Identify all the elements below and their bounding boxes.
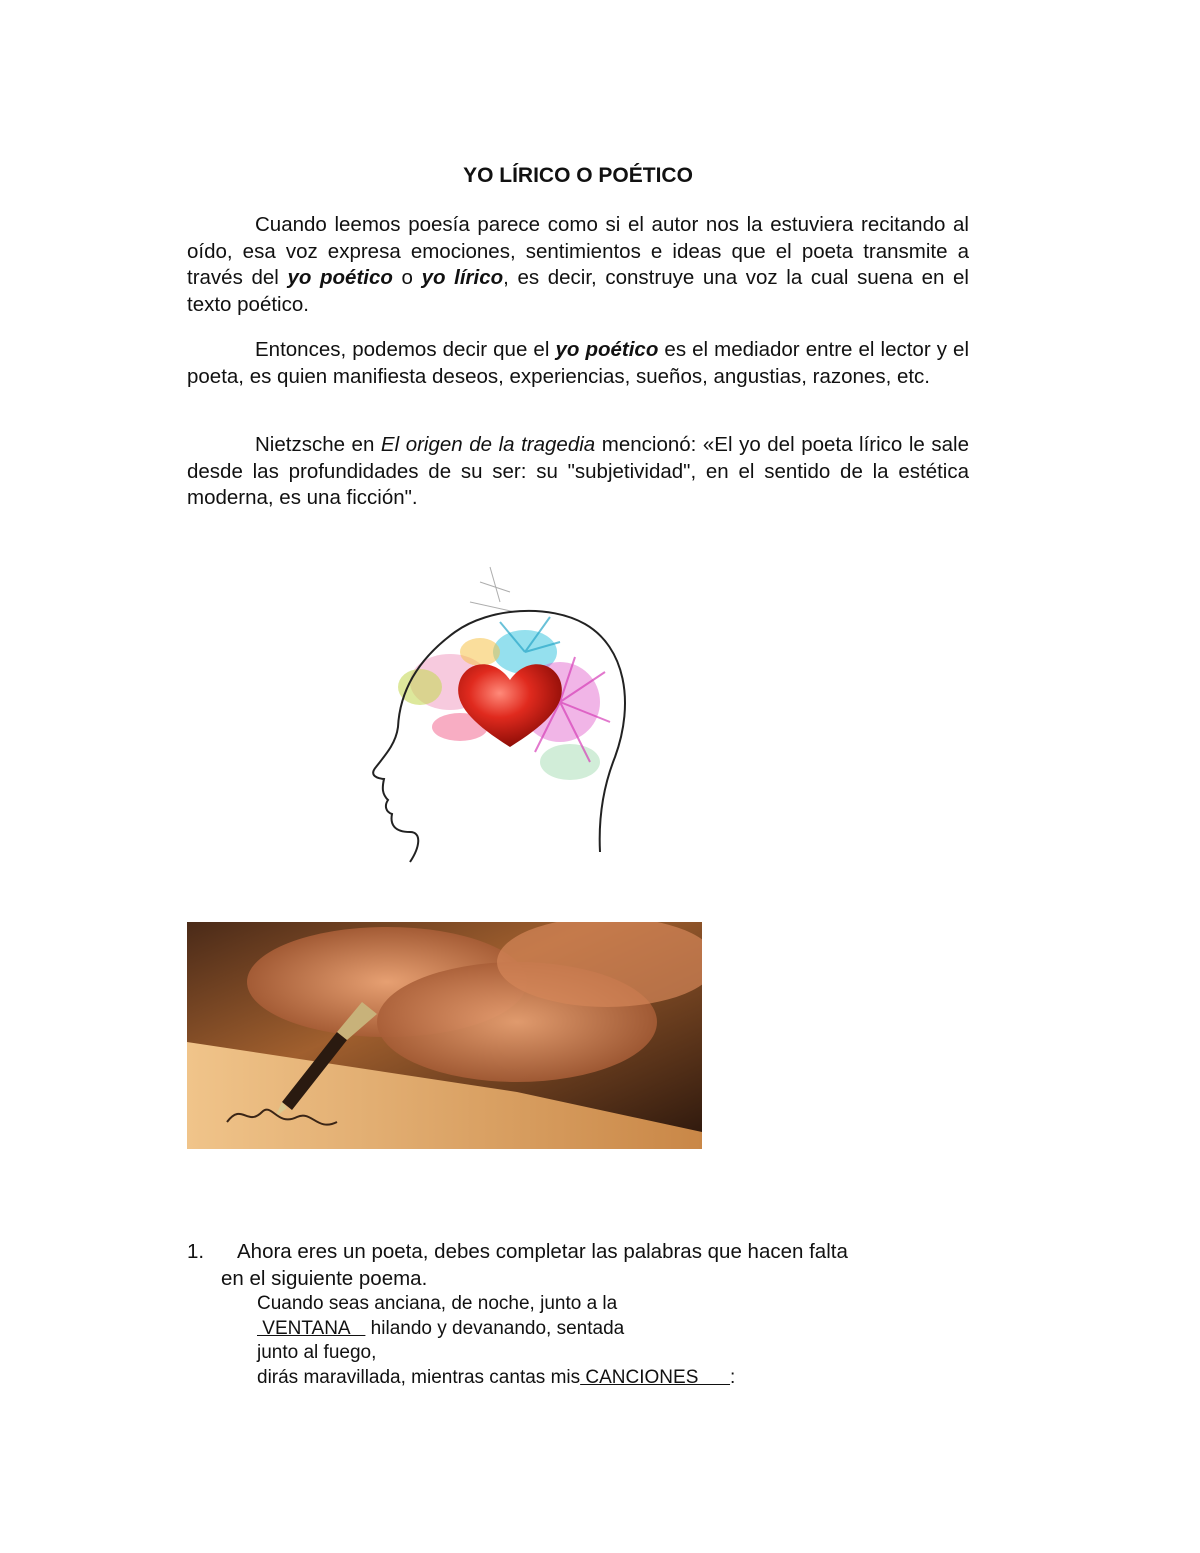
page-title: YO LÍRICO O POÉTICO (463, 164, 693, 187)
poem-line-4: dirás maravillada, mientras cantas mis CANCIONES : (257, 1366, 736, 1388)
emphasis-yo-poetico-2: yo poético (555, 338, 659, 361)
blank-canciones[interactable]: CANCIONES (580, 1366, 731, 1388)
paragraph-nietzsche: Nietzsche en El origen de la tragedia mencionó: «El yo del poeta lírico le sale desde las profundidades de su ser: su "subjetividad", en el sentido de la estética moderna, es una ficción". (187, 433, 969, 509)
book-title: El origen de la tragedia (380, 433, 596, 456)
paragraph-intro: Cuando leemos poesía parece como si el autor nos la estuviera recitando al oído, esa voz expresa emociones, sentimientos e ideas que el poeta transmite a través del yo poético o yo lírico, es decir, construye una voz la cual suena en el texto poético. (187, 213, 969, 316)
poem (257, 1292, 957, 1390)
emphasis-yo-poetico: yo poético (287, 266, 393, 289)
poem-line-3: junto al fuego, (257, 1342, 377, 1363)
emphasis-yo-lirico: yo lírico (421, 266, 504, 289)
poem-line-1: Cuando seas anciana, de noche, junto a la (257, 1293, 618, 1314)
exercise-number: 1. (187, 1240, 205, 1263)
pen-writing-photo (187, 922, 702, 1149)
head-heart-illustration (360, 562, 660, 872)
exercise-1 (187, 1238, 969, 1292)
exercise-instruction-cont: en el siguiente poema. (221, 1267, 428, 1290)
blank-ventana[interactable]: VENTANA (257, 1317, 366, 1339)
poem-line-2: VENTANA hilando y devanando, sentada (257, 1317, 625, 1339)
paragraph-mediator: Entonces, podemos decir que el yo poético es el mediador entre el lector y el poeta, es quien manifiesta deseos, experiencias, sueños, angustias, razones, etc. (187, 338, 969, 388)
exercise-instruction: Ahora eres un poeta, debes completar las palabras que hacen falta (237, 1240, 848, 1263)
